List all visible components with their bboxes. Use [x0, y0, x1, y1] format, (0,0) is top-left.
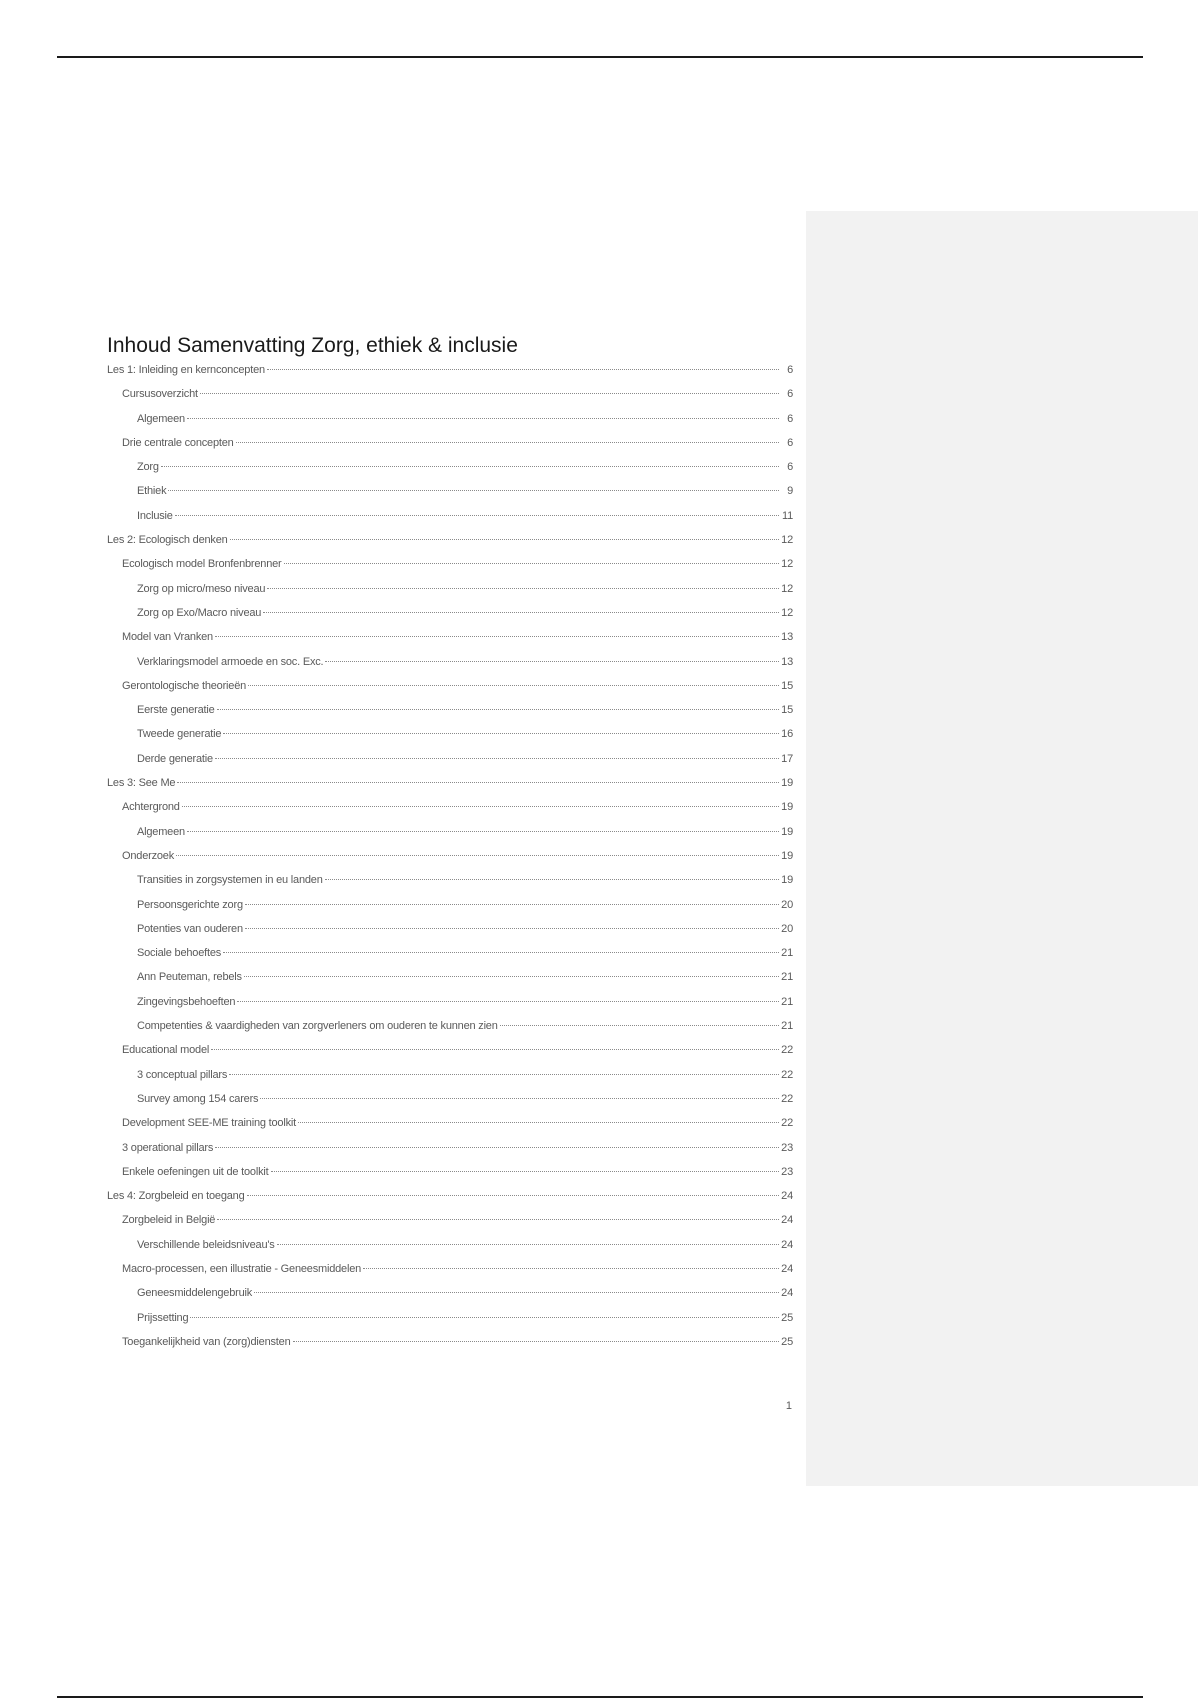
toc-entry[interactable] — [107, 1312, 793, 1336]
toc-entry-page: 19 — [781, 777, 793, 790]
toc-entry[interactable] — [107, 801, 793, 825]
toc-entry-page: 6 — [787, 461, 793, 474]
toc-dot-leader — [161, 465, 779, 467]
toc-entry-page: 9 — [787, 485, 793, 498]
toc-dot-leader — [223, 951, 779, 953]
toc-entry-page: 24 — [781, 1214, 793, 1227]
toc-entry[interactable] — [107, 777, 793, 801]
toc-entry[interactable] — [107, 728, 793, 752]
toc-dot-leader — [182, 805, 779, 807]
toc-entry-page: 21 — [781, 947, 793, 960]
toc-entry[interactable] — [107, 1020, 793, 1044]
toc-entry-page: 12 — [781, 582, 793, 595]
toc-entry-label: Derde generatie — [137, 752, 213, 765]
toc-entry[interactable] — [107, 971, 793, 995]
toc-dot-leader — [236, 441, 779, 443]
footer-rule — [57, 1696, 1143, 1698]
toc-entry[interactable] — [107, 1239, 793, 1263]
toc-dot-leader — [284, 562, 779, 564]
toc-dot-leader — [215, 635, 779, 637]
toc-entry-page: 19 — [781, 849, 793, 862]
toc-dot-leader — [325, 878, 779, 880]
toc-entry-label: Algemeen — [137, 825, 185, 838]
toc-entry[interactable] — [107, 364, 793, 388]
toc-dot-leader — [229, 1073, 779, 1075]
toc-dot-leader — [217, 708, 779, 710]
toc-entry[interactable] — [107, 485, 793, 509]
toc-entry-page: 24 — [781, 1190, 793, 1203]
header-rule — [57, 56, 1143, 58]
toc-entry-page: 23 — [781, 1165, 793, 1178]
toc-dot-leader — [260, 1097, 779, 1099]
toc-entry-label: Onderzoek — [122, 849, 175, 862]
toc-dot-leader — [277, 1243, 779, 1245]
toc-entry[interactable] — [107, 388, 793, 412]
toc-dot-leader — [363, 1267, 779, 1269]
toc-entry-page: 19 — [781, 874, 793, 887]
toc-entry[interactable] — [107, 923, 793, 947]
toc-entry-label: Development SEE-ME training toolkit — [122, 1117, 296, 1130]
toc-entry[interactable] — [107, 437, 793, 461]
toc-entry[interactable] — [107, 1093, 793, 1117]
toc-entry[interactable] — [107, 656, 793, 680]
toc-entry-page: 22 — [781, 1117, 793, 1130]
table-of-contents — [107, 364, 793, 1360]
toc-entry-label: Survey among 154 carers — [137, 1092, 259, 1105]
toc-entry[interactable] — [107, 850, 793, 874]
toc-dot-leader — [254, 1291, 779, 1293]
toc-entry-label: Gerontologische theorieën — [122, 679, 247, 692]
toc-entry-label: Ann Peuteman, rebels — [137, 971, 242, 984]
toc-entry-page: 12 — [781, 606, 793, 619]
toc-entry-label: Prijssetting — [137, 1311, 189, 1324]
toc-entry[interactable] — [107, 1214, 793, 1238]
toc-entry[interactable] — [107, 1166, 793, 1190]
toc-entry-page: 13 — [781, 655, 793, 668]
toc-entry-label: Ethiek — [137, 485, 167, 498]
toc-entry-label: Zingevingsbehoeften — [137, 995, 236, 1008]
toc-entry-label: Ecologisch model Bronfenbrenner — [122, 558, 282, 571]
toc-entry-label: Macro-processen, een illustratie - Geneesmiddelen — [122, 1262, 362, 1275]
toc-entry[interactable] — [107, 461, 793, 485]
comment-margin-panel — [806, 211, 1198, 1486]
toc-entry-page: 22 — [781, 1068, 793, 1081]
toc-dot-leader — [215, 1146, 779, 1148]
toc-entry-page: 21 — [781, 1020, 793, 1033]
toc-entry[interactable] — [107, 947, 793, 971]
toc-dot-leader — [245, 927, 779, 929]
toc-entry-label: Cursusoverzicht — [122, 388, 198, 401]
toc-entry[interactable] — [107, 607, 793, 631]
toc-dot-leader — [176, 854, 779, 856]
toc-dot-leader — [271, 1170, 780, 1172]
toc-entry-page: 13 — [781, 631, 793, 644]
toc-entry-label: Les 1: Inleiding en kernconcepten — [107, 364, 265, 376]
toc-entry-page: 25 — [781, 1311, 793, 1324]
toc-entry-label: 3 operational pillars — [122, 1141, 214, 1154]
toc-entry-label: Transities in zorgsystemen in eu landen — [137, 874, 323, 887]
toc-entry-label: Eerste generatie — [137, 704, 215, 717]
toc-entry-label: Tweede generatie — [137, 728, 222, 741]
toc-entry[interactable] — [107, 1142, 793, 1166]
toc-dot-leader — [168, 489, 779, 491]
toc-entry[interactable] — [107, 1117, 793, 1141]
toc-entry-page: 24 — [781, 1262, 793, 1275]
toc-entry[interactable] — [107, 1044, 793, 1068]
toc-entry-label: Model van Vranken — [122, 631, 213, 644]
toc-dot-leader — [245, 903, 779, 905]
toc-entry[interactable] — [107, 558, 793, 582]
toc-entry-page: 24 — [781, 1287, 793, 1300]
toc-dot-leader — [237, 1000, 779, 1002]
toc-entry-page: 21 — [781, 971, 793, 984]
toc-entry-page: 6 — [787, 436, 793, 449]
toc-entry-page: 16 — [781, 728, 793, 741]
toc-entry-label: Toegankelijkheid van (zorg)diensten — [122, 1335, 291, 1348]
toc-title: Inhoud Samenvatting Zorg, ethiek & inclusie — [107, 334, 518, 357]
toc-dot-leader — [175, 514, 779, 516]
toc-entry[interactable] — [107, 534, 793, 558]
toc-entry-page: 17 — [781, 752, 793, 765]
toc-entry-page: 12 — [781, 534, 793, 547]
toc-entry-label: Sociale behoeftes — [137, 947, 222, 960]
toc-dot-leader — [267, 368, 779, 370]
toc-dot-leader — [293, 1340, 780, 1342]
toc-entry[interactable] — [107, 753, 793, 777]
toc-dot-leader — [244, 975, 779, 977]
toc-entry-label: Zorg — [137, 461, 159, 474]
toc-dot-leader — [267, 587, 779, 589]
toc-entry[interactable] — [107, 1287, 793, 1311]
toc-dot-leader — [187, 830, 779, 832]
toc-dot-leader — [298, 1121, 779, 1123]
toc-entry[interactable] — [107, 899, 793, 923]
toc-entry-page: 6 — [787, 388, 793, 401]
toc-entry-label: Les 3: See Me — [107, 777, 176, 790]
toc-dot-leader — [215, 757, 779, 759]
toc-entry-page: 19 — [781, 801, 793, 814]
toc-entry-label: Achtergrond — [122, 801, 180, 814]
toc-entry-page: 23 — [781, 1141, 793, 1154]
toc-entry-label: Competenties & vaardigheden van zorgverleners om ouderen te kunnen zien — [137, 1020, 498, 1033]
toc-dot-leader — [500, 1024, 779, 1026]
toc-entry[interactable] — [107, 996, 793, 1020]
toc-entry-label: Les 4: Zorgbeleid en toegang — [107, 1190, 245, 1203]
toc-entry-label: Geneesmiddelengebruik — [137, 1287, 253, 1300]
page-number: 1 — [785, 1400, 792, 1412]
toc-entry-page: 20 — [781, 898, 793, 911]
toc-entry[interactable] — [107, 413, 793, 437]
toc-entry-label: Inclusie — [137, 509, 173, 522]
toc-entry[interactable] — [107, 583, 793, 607]
toc-entry-label: Enkele oefeningen uit de toolkit — [122, 1165, 269, 1178]
toc-entry[interactable] — [107, 1336, 793, 1360]
toc-entry-page: 12 — [781, 558, 793, 571]
toc-entry[interactable] — [107, 631, 793, 655]
toc-entry-label: Drie centrale concepten — [122, 436, 234, 449]
toc-entry-label: Verschillende beleidsniveau's — [137, 1238, 275, 1251]
toc-entry[interactable] — [107, 510, 793, 534]
toc-entry-page: 22 — [781, 1044, 793, 1057]
toc-dot-leader — [247, 1194, 779, 1196]
toc-entry-label: Verklaringsmodel armoede en soc. Exc. — [137, 655, 324, 668]
toc-dot-leader — [248, 684, 779, 686]
toc-entry-page: 19 — [781, 825, 793, 838]
toc-entry[interactable] — [107, 1190, 793, 1214]
toc-entry[interactable] — [107, 680, 793, 704]
toc-dot-leader — [223, 732, 779, 734]
toc-entry-page: 25 — [781, 1335, 793, 1348]
toc-dot-leader — [230, 538, 779, 540]
toc-entry-page: 11 — [781, 509, 793, 522]
toc-entry-label: Zorg op micro/meso niveau — [137, 582, 266, 595]
toc-entry-page: 15 — [781, 704, 793, 717]
toc-entry-page: 20 — [781, 922, 793, 935]
toc-entry-page: 24 — [781, 1238, 793, 1251]
toc-dot-leader — [200, 392, 779, 394]
toc-dot-leader — [217, 1218, 779, 1220]
toc-entry-label: Les 2: Ecologisch denken — [107, 534, 228, 547]
toc-entry-page: 21 — [781, 995, 793, 1008]
toc-entry-label: Algemeen — [137, 412, 185, 425]
toc-dot-leader — [325, 660, 779, 662]
toc-entry[interactable] — [107, 1069, 793, 1093]
toc-entry-page: 15 — [781, 679, 793, 692]
toc-entry-label: Persoonsgerichte zorg — [137, 898, 243, 911]
toc-entry-label: Educational model — [122, 1044, 210, 1057]
toc-entry-page: 6 — [787, 364, 793, 376]
toc-dot-leader — [177, 781, 779, 783]
toc-entry-label: 3 conceptual pillars — [137, 1068, 228, 1081]
toc-entry-label: Potenties van ouderen — [137, 922, 243, 935]
toc-entry[interactable] — [107, 826, 793, 850]
toc-entry[interactable] — [107, 1263, 793, 1287]
toc-entry-page: 6 — [787, 412, 793, 425]
toc-entry-label: Zorg op Exo/Macro niveau — [137, 606, 262, 619]
toc-entry[interactable] — [107, 704, 793, 728]
toc-dot-leader — [211, 1048, 779, 1050]
toc-dot-leader — [187, 417, 779, 419]
toc-dot-leader — [190, 1316, 779, 1318]
toc-entry[interactable] — [107, 874, 793, 898]
toc-entry-label: Zorgbeleid in België — [122, 1214, 216, 1227]
toc-entry-page: 22 — [781, 1092, 793, 1105]
toc-dot-leader — [263, 611, 779, 613]
